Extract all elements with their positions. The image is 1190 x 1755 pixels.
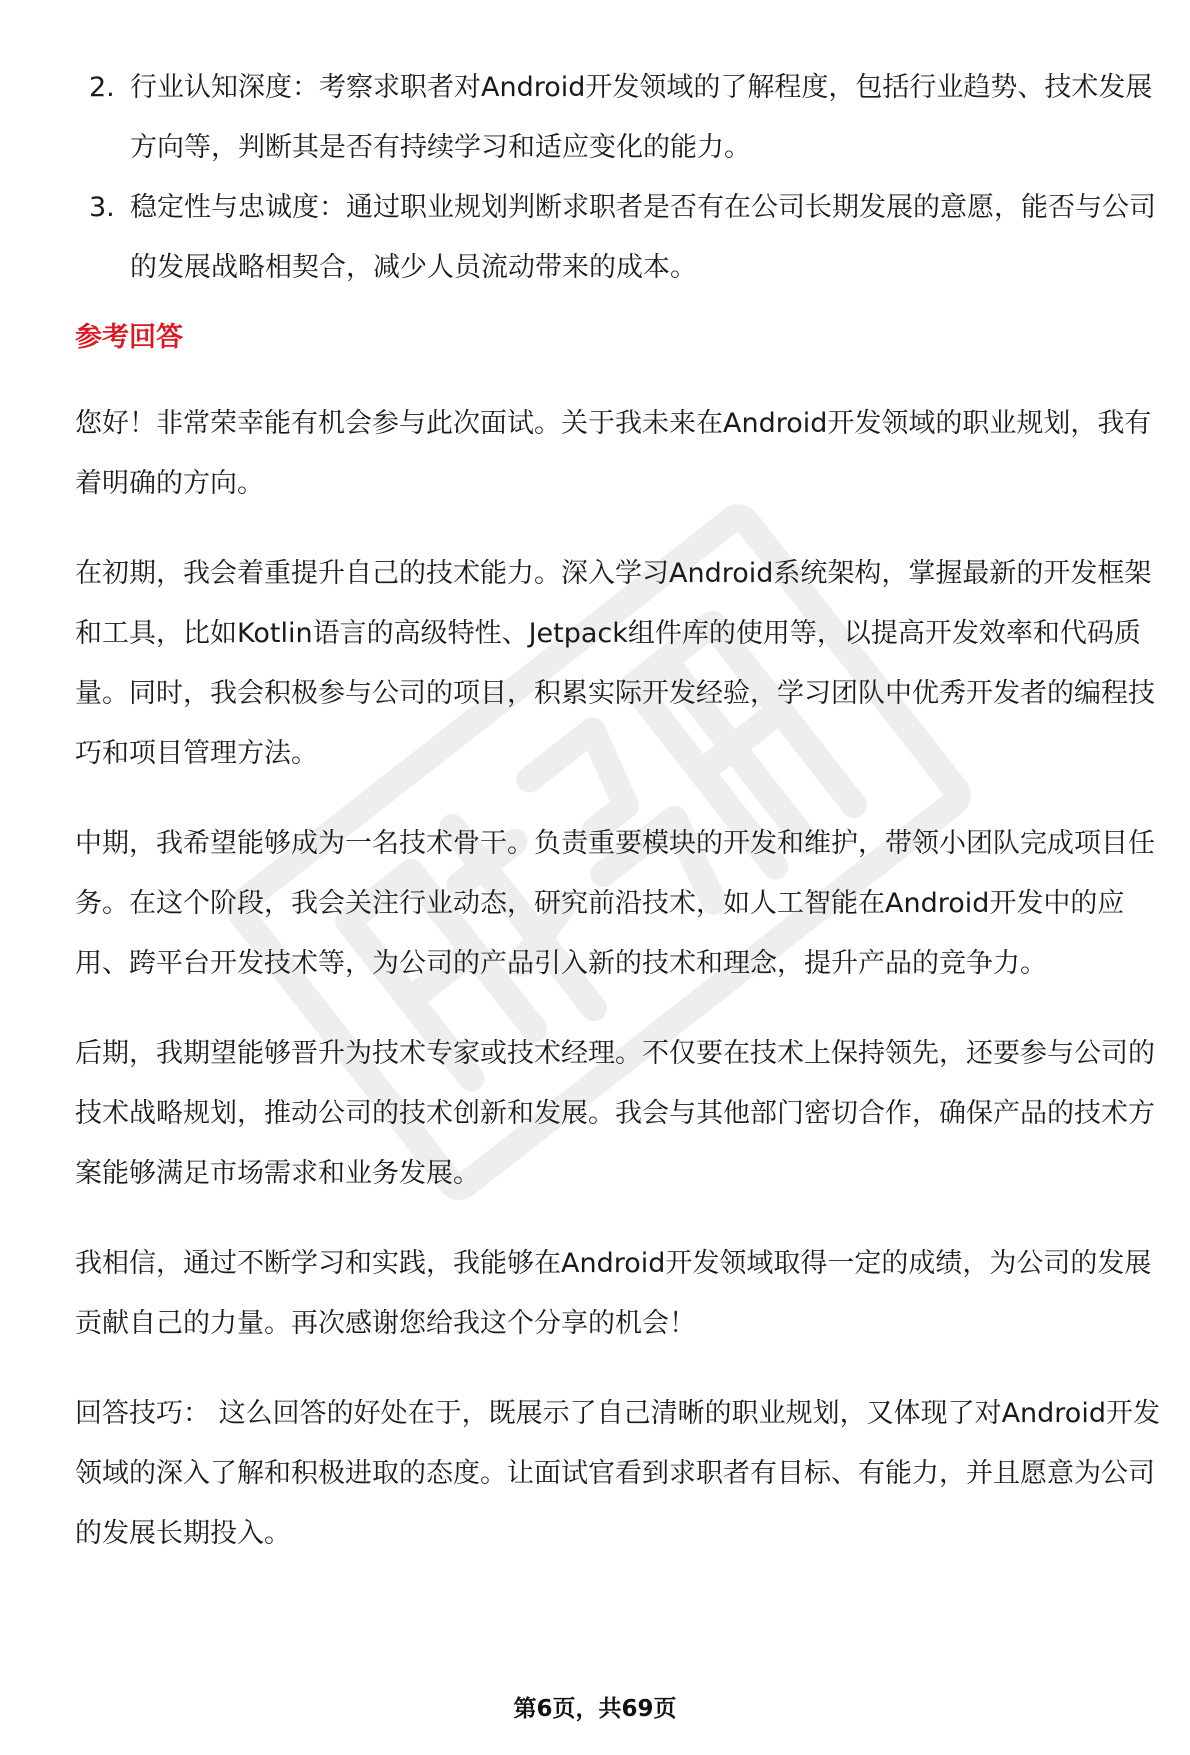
paragraph-mid-stage: 中期，我希望能够成为一名技术骨干。负责重要模块的开发和维护，带领小团队完成项目任务。在这个阶段，我会关注行业动态，研究前沿技术，如人工智能在Android开发中的应用、跨平台开发技术等，为公司的产品引入新的技术和理念，提升产品的竞争力。 [75, 828, 1155, 979]
list-item-number: 2. [89, 72, 115, 103]
list-item-text: 稳定性与忠诚度：通过职业规划判断求职者是否有在公司长期发展的意愿，能否与公司的发展战略相契合，减少人员流动带来的成本。 [130, 192, 1156, 283]
page-content [75, 58, 1170, 1564]
paragraph-greeting: 您好！非常荣幸能有机会参与此次面试。关于我未来在Android开发领域的职业规划，我有着明确的方向。 [75, 408, 1152, 499]
list-item-number: 3. [89, 192, 115, 223]
list-item [75, 58, 1170, 178]
section-heading: 参考回答 [75, 322, 183, 353]
criteria-list [75, 58, 1170, 298]
paragraph-closing: 我相信，通过不断学习和实践，我能够在Android开发领域取得一定的成绩，为公司的发展贡献自己的力量。再次感谢您给我这个分享的机会！ [75, 1248, 1152, 1339]
paragraph-early-stage: 在初期，我会着重提升自己的技术能力。深入学习Android系统架构，掌握最新的开发框架和工具，比如Kotlin语言的高级特性、Jetpack组件库的使用等，以提高开发效率和代码质量。同时，我会积极参与公司的项目，积累实际开发经验，学习团队中优秀开发者的编程技巧和项目管理方法。 [75, 558, 1155, 769]
paragraph-answer-tips: 回答技巧： 这么回答的好处在于，既展示了自己清晰的职业规划，又体现了对Android开发领域的深入了解和积极进取的态度。让面试官看到求职者有目标、有能力，并且愿意为公司的发展长期投入。 [75, 1398, 1160, 1549]
list-item-text: 行业认知深度：考察求职者对Android开发领域的了解程度，包括行业趋势、技术发展方向等，判断其是否有持续学习和适应变化的能力。 [130, 72, 1153, 163]
paragraph-late-stage: 后期，我期望能够晋升为技术专家或技术经理。不仅要在技术上保持领先，还要参与公司的技术战略规划，推动公司的技术创新和发展。我会与其他部门密切合作，确保产品的技术方案能够满足市场需求和业务发展。 [75, 1038, 1155, 1189]
list-item [75, 178, 1170, 298]
page-number-footer: 第6页，共69页 [513, 1696, 677, 1722]
